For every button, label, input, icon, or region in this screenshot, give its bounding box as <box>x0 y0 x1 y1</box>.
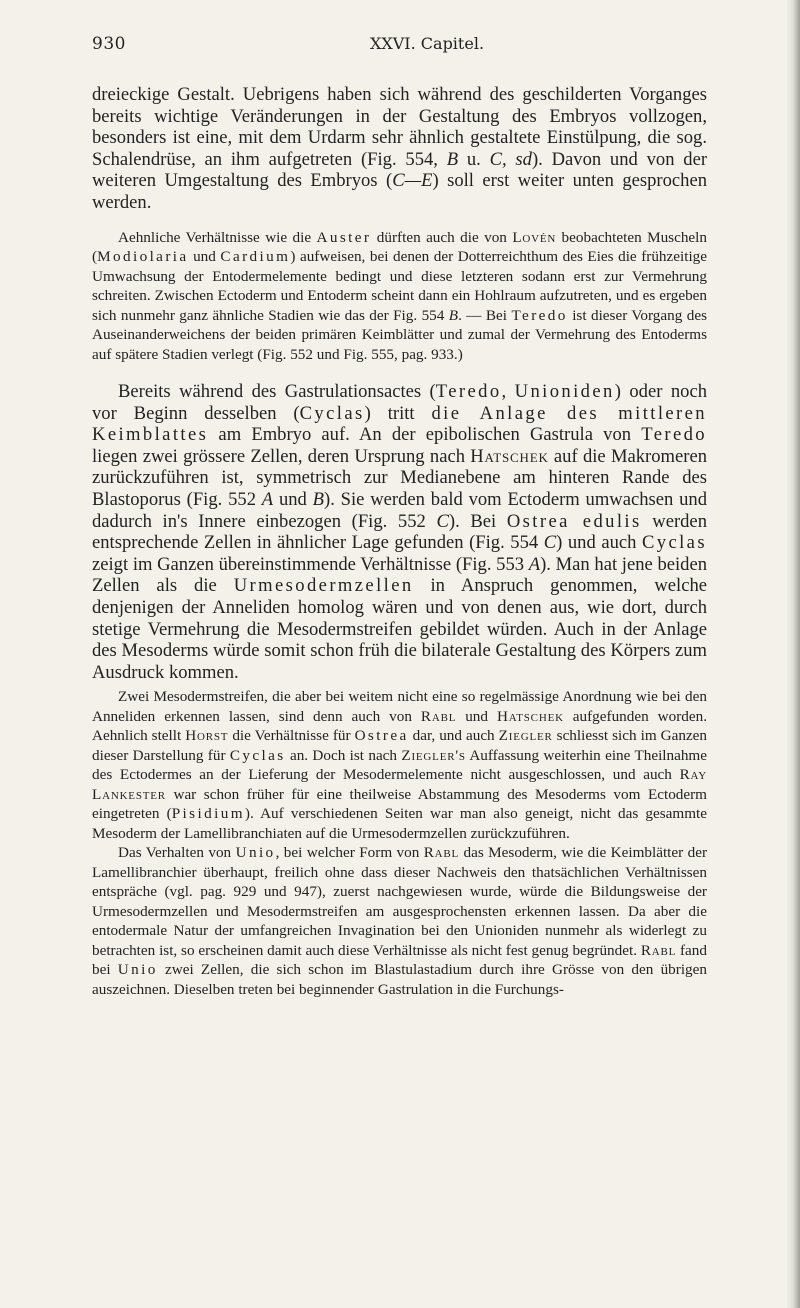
text-segment: Auffassung weiterhin eine Theilnahme des Ectodermes an der Lieferung der Mesodermelemente nicht ausgeschlossen, und auch <box>92 746 707 784</box>
text-body <box>92 84 707 999</box>
text-segment: Rabl <box>640 941 677 959</box>
text-segment: Cardium <box>220 248 291 266</box>
text-segment: ) tritt <box>364 402 432 424</box>
text-segment: dar, und auch <box>408 727 499 745</box>
text-segment: ). Bei <box>448 510 507 532</box>
text-segment: u. <box>458 148 490 170</box>
page-header <box>92 34 702 58</box>
text-segment: Ray Lankester <box>92 766 707 803</box>
text-segment: Zwei Mesodermstreifen, die aber bei weitem nicht eine so regelmässige Anordnung wie bei den Anneliden erkennen lassen, sind denn auch von <box>92 688 707 725</box>
text-segment: an. Doch ist nach <box>285 746 402 764</box>
text-segment: Das Verhalten von <box>118 844 236 862</box>
text-segment: liegen zwei grössere Zellen, deren Ursprung nach <box>92 445 471 467</box>
text-segment: Cyclas <box>229 746 286 764</box>
text-segment: C, sd <box>489 148 532 170</box>
paragraph <box>92 228 707 365</box>
text-segment: Urmesodermzellen <box>233 575 414 597</box>
text-segment: fand bei <box>92 941 707 979</box>
text-segment: Ziegler's <box>401 746 466 764</box>
text-segment: in Anspruch genommen, welche denjenigen der Anneliden homolog wären und von denen aus, wie dort, durch stetige Vermehrung die Mesodermstreifen gebildet würden. Auch in der Anlage des Mesoderms würde somit schon früh die bilaterale Gestaltung des Körpers zum Ausdruck kommen. <box>92 575 707 683</box>
text-segment: Rabl <box>423 844 460 862</box>
text-segment: Bereits während des Gastrulationsactes ( <box>118 381 436 403</box>
text-segment: Modiolaria <box>97 248 189 266</box>
text-segment: C <box>436 510 449 532</box>
text-segment: Lovén <box>512 228 557 246</box>
chapter-title: XXVI. Capitel. <box>369 34 485 53</box>
text-segment: aufgefunden worden. Aehnlich stellt <box>92 707 708 745</box>
text-segment: ) und auch <box>556 532 642 554</box>
text-segment: zeigt im Ganzen übereinstimmende Verhältnisse (Fig. 553 <box>92 553 529 575</box>
text-segment: das Mesoderm, wie die Keimblätter der Lamellibranchier überhaupt, freilich ohne dass dieser Nachweis den thatsächlichen Verhältnissen entspräche (vgl. pag. 929 und 947), zuerst nachgewiesen wurde, würde die Bildungsweise der Urmesodermzellen und Mesodermstreifen am ausgesprochensten erkennen lassen. Da aber die entodermale Natur der umfangreichen Invagination bei den Unioniden nunmehr als widerlegt zu betrachten ist, so erscheinen damit auch diese Verhältnisse als nicht fest genug begründet. <box>92 844 707 959</box>
text-segment: dürften auch die von <box>371 228 513 246</box>
text-segment: zwei Zellen, die sich schon im Blastulastadium durch ihre Grösse von den übrigen auszeichnen. Dieselben treten bei beginnender Gastrulation in die Furchungs- <box>92 961 707 998</box>
text-segment: C—E <box>392 170 433 192</box>
text-segment: war schon früher für eine theilweise Abstammung des Mesoderms vom Ectoderm eingetreten ( <box>92 785 707 823</box>
text-segment: dreieckige Gestalt. Uebrigens haben sich während des geschilderten Vorganges bereits wichtige Veränderungen in der Gestaltung des Embryos vollzogen, besonders ist eine, mit dem Urdarm sehr ähnlich gestaltete Einstülpung, die sog. Schalendrüse, an ihm aufgetreten (Fig. 554, <box>92 84 707 170</box>
text-segment: , bei welcher Form von <box>275 844 424 862</box>
text-segment: A <box>261 489 274 511</box>
text-segment: Hatschek <box>496 707 564 725</box>
text-segment: Unio <box>235 844 276 862</box>
text-segment: ). Man hat jene beiden Zellen als die <box>92 553 708 597</box>
text-segment: Auster <box>316 228 372 246</box>
text-segment: beobachteten Muscheln ( <box>92 228 707 266</box>
text-segment: Hatschek <box>470 445 549 467</box>
text-segment: werden entsprechende Zellen in ähnlicher Lage gefunden (Fig. 554 <box>92 510 707 554</box>
text-segment: Cyclas <box>299 402 365 424</box>
text-segment: ) soll erst weiter unten gesprochen werden. <box>92 170 707 213</box>
text-segment: B <box>312 489 325 511</box>
text-segment: ). Davon und von der weiteren Umgestaltung des Embryos ( <box>92 148 708 192</box>
text-segment: Teredo <box>641 424 707 446</box>
paragraph <box>92 843 707 999</box>
text-segment: Aehnliche Verhältnisse wie die <box>118 228 317 246</box>
text-segment: , <box>501 381 515 403</box>
text-segment: schliesst sich im Ganzen dieser Darstellung für <box>92 727 708 764</box>
text-segment: Unio <box>117 961 158 979</box>
text-segment: die Anlage des mittleren Keimblattes <box>92 402 707 446</box>
text-segment: ist dieser Vorgang des Auseinanderweichens der beiden primären Keimblätter und zumal der Vermehrung des Entoderms auf spätere Stadien verlegt (Fig. 552 und Fig. 555, pag. 933.) <box>92 306 707 363</box>
text-segment: Ostrea <box>354 727 409 745</box>
text-segment: am Embryo auf. An der epibolischen Gastrula von <box>208 424 642 446</box>
text-segment: auf die Makromeren zurückzuführen ist, symmetrisch zur Medianebene am hinteren Rande des Blastoporus (Fig. 552 <box>92 445 707 511</box>
text-segment: B <box>448 306 459 324</box>
page-edge-shadow <box>786 0 800 1308</box>
text-segment: und <box>456 707 497 725</box>
running-head <box>92 34 702 53</box>
text-segment: . — Bei <box>458 306 512 324</box>
paragraph <box>92 381 707 683</box>
text-segment: ) oder noch vor Beginn desselben ( <box>92 381 707 424</box>
text-segment: die Verhältnisse für <box>228 727 355 745</box>
paragraph <box>92 84 707 214</box>
text-segment: ). Auf verschiedenen Seiten war man also geneigt, nicht das gesammte Mesoderm der Lamellibranchiaten auf die Urmesodermzellen zurückzuführen. <box>92 805 707 842</box>
paragraph <box>92 687 707 843</box>
text-segment: Rabl <box>420 707 457 725</box>
text-segment: Pisidium <box>171 805 245 823</box>
text-segment: ). Sie werden bald vom Ectoderm umwachsen und dadurch in's Innere einbezogen (Fig. 552 <box>92 489 708 532</box>
text-segment: und <box>273 489 313 511</box>
text-segment: ) aufweisen, bei denen der Dotterreichthum des Eies die frühzeitige Umwachsung der Entodermelemente bedingt und diese letzteren sodann erst zur Vermehrung schreiten. Zwischen Ectoderm und Entoderm scheint dann ein Hohlraum aufzutreten, und es ergeben sich nunmehr ganz ähnliche Stadien wie das der Fig. 554 <box>92 248 707 324</box>
text-segment: Unioniden <box>514 381 615 403</box>
text-segment: Ziegler <box>498 727 553 745</box>
text-segment: Cyclas <box>641 532 707 554</box>
text-segment: Ostrea edulis <box>506 510 642 532</box>
text-segment: C <box>543 532 557 554</box>
text-segment: und <box>188 248 221 266</box>
text-segment: Horst <box>185 727 229 745</box>
text-segment: A <box>528 553 541 575</box>
page-number: 930 <box>92 34 126 54</box>
text-segment: B <box>446 148 459 170</box>
text-segment: Teredo <box>511 306 568 324</box>
text-segment: Teredo <box>435 381 502 403</box>
